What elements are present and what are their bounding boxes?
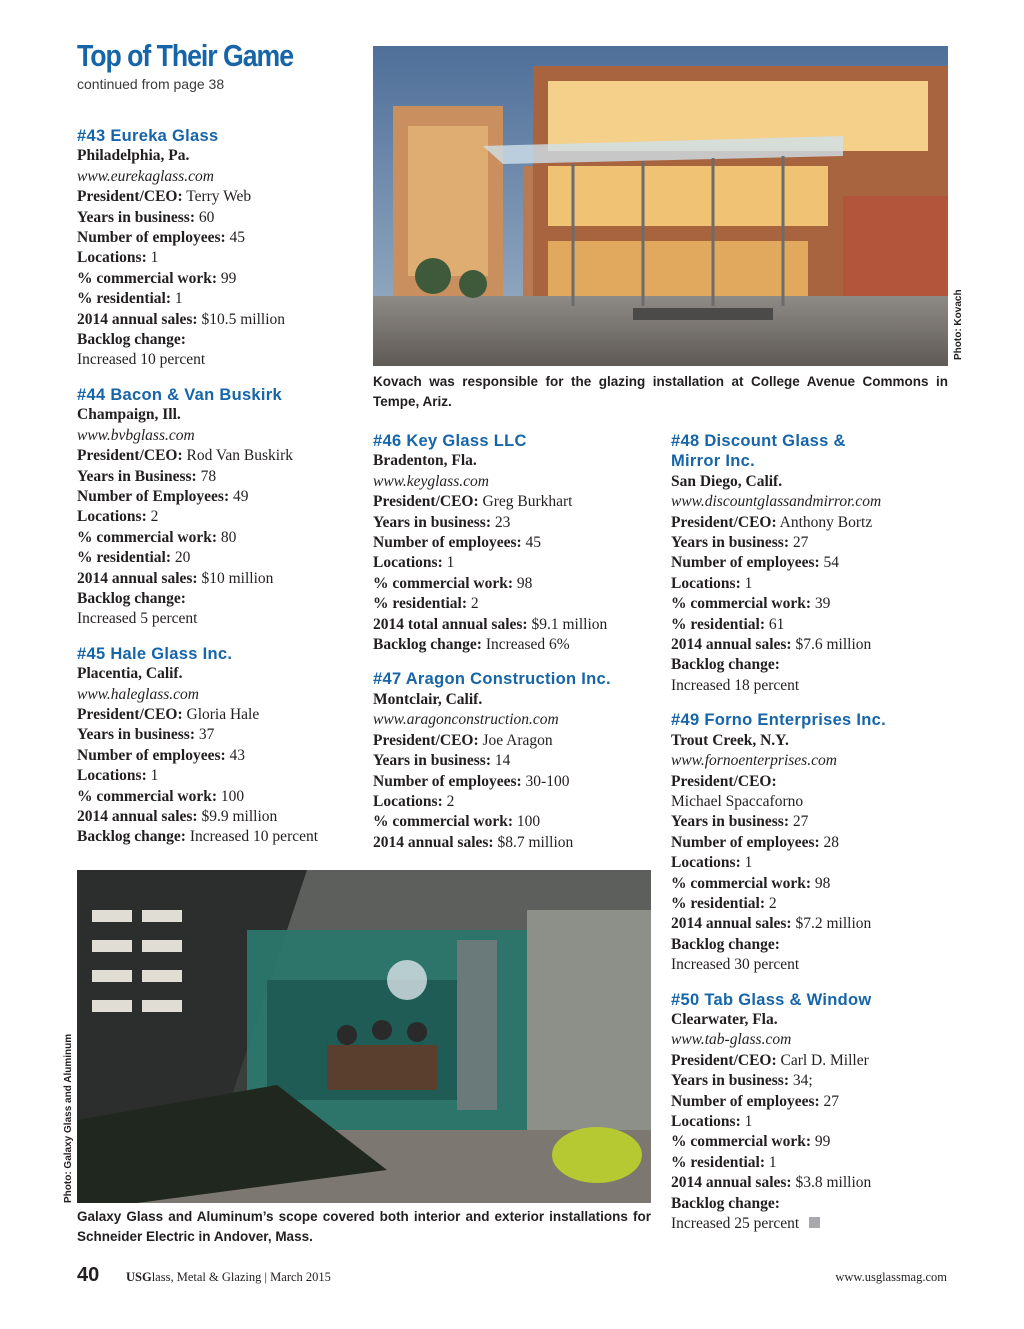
company-entry [373,669,663,853]
bottom-photo-credit: Photo: Galaxy Glass and Aluminum [63,1033,74,1203]
field-row: Backlog change: [77,589,186,607]
field-row: % commercial work: 98 [373,574,533,592]
field-row: Increased 30 percent [671,956,800,974]
field-row: % commercial work: 99 [671,1133,831,1151]
field-row: Increased 18 percent [671,676,800,694]
company-heading: #49 Forno Enterprises Inc. [671,711,887,730]
field-row: Years in business: 60 [77,208,215,226]
field-row: Locations: 2 [373,792,455,810]
field-row: Locations: 1 [77,767,159,785]
field-row: Number of employees: 28 [671,833,840,851]
column-middle [373,431,663,853]
field-row: Increased 5 percent [77,610,198,628]
field-row: % commercial work: 98 [671,874,831,892]
field-row: Number of employees: 54 [671,554,840,572]
field-row: % residential: 61 [671,615,785,633]
company-entry [671,431,951,696]
company-heading: #43 Eureka Glass [77,127,219,145]
field-row: % commercial work: 100 [77,787,245,805]
field-row: Locations: 1 [671,574,753,592]
field-row: % residential: 1 [671,1153,777,1171]
field-row: President/CEO: Rod Van Buskirk [77,447,294,465]
interior-photo-illustration [77,870,651,1203]
magazine-website: www.usglassmag.com [835,1270,947,1284]
top-photo-credit: Photo: Kovach [953,289,964,360]
company-website: www.fornoenterprises.com [671,752,837,770]
field-row: Backlog change: [671,935,780,953]
company-location: Champaign, Ill. [77,406,181,424]
field-row: Increased 25 percent [671,1214,951,1234]
field-row: President/CEO: Gloria Hale [77,705,260,723]
company-heading: #45 Hale Glass Inc. [77,644,233,663]
field-row: President/CEO: Greg Burkhart [373,493,573,511]
field-row: 2014 annual sales: $9.9 million [77,808,278,825]
company-location: Montclair, Calif. [373,690,483,708]
bottom-photo [77,870,651,1203]
field-row: 2014 annual sales: $3.8 million [671,1174,872,1192]
company-entry [373,431,663,655]
field-row: % residential: 20 [77,549,191,567]
field-row: Number of employees: 27 [671,1092,840,1110]
top-photo [373,46,948,366]
field-row: Locations: 1 [373,554,455,572]
field-row: Locations: 1 [671,854,753,872]
company-location: Philadelphia, Pa. [77,147,190,165]
company-heading: #44 Bacon & Van Buskirk [77,385,282,404]
field-row: Backlog change: [77,331,186,349]
company-heading: #48 Discount Glass & Mirror Inc. [671,432,846,471]
field-row: Locations: 2 [77,508,159,526]
column-left [77,126,367,848]
company-location: Trout Creek, N.Y. [671,731,789,749]
company-heading: #50 Tab Glass & Window [671,990,872,1009]
field-row: Backlog change: Increased 6% [373,636,570,654]
bottom-photo-caption: Galaxy Glass and Aluminum’s scope covered both interior and exterior installations for Schneider Electric in Andover, Mass. [77,1209,651,1244]
page-number: 40 [77,1264,100,1286]
field-row: Years in business: 27 [671,813,809,831]
field-row: Locations: 1 [671,1113,753,1130]
company-website: www.haleglass.com [77,685,199,703]
company-website: www.discountglassandmirror.com [671,493,882,511]
field-row: Years in business: 14 [373,752,511,770]
field-row: President/CEO: Carl D. Miller [671,1051,869,1069]
field-row: Number of Employees: 49 [77,487,249,505]
company-heading: #46 Key Glass LLC [373,432,527,450]
field-row: 2014 total annual sales: $9.1 million [373,615,608,633]
field-row: Number of employees: 45 [77,229,246,247]
company-heading: #47 Aragon Construction Inc. [373,670,611,689]
field-row: % commercial work: 99 [77,269,237,287]
field-row: % commercial work: 80 [77,528,237,546]
field-row: Backlog change: [671,656,780,674]
field-row: Increased 10 percent [77,351,206,369]
end-mark-icon [809,1217,820,1228]
field-row: President/CEO: [671,772,777,790]
field-row: Number of employees: 43 [77,746,246,764]
company-entry [671,710,951,975]
field-row: Years in business: 27 [671,534,809,552]
company-location: Bradenton, Fla. [373,452,477,470]
field-row: % residential: 2 [671,894,777,912]
field-row: % commercial work: 100 [373,813,541,831]
field-row: Number of employees: 30-100 [373,772,570,790]
magazine-issue: USGlass, Metal & Glazing | March 2015 [126,1270,331,1284]
field-row: President/CEO: Joe Aragon [373,731,553,749]
field-row: Number of employees: 45 [373,534,542,552]
field-row: Locations: 1 [77,249,159,267]
company-entry [77,644,367,848]
field-row: Michael Spaccaforno [671,792,804,810]
page-title: Top of Their Game [77,38,293,73]
column-right [671,431,951,1234]
company-website: www.aragonconstruction.com [373,711,559,729]
field-row: Years in business: 34; [671,1072,813,1090]
field-row: Backlog change: [671,1194,780,1212]
company-website: www.bvbglass.com [77,426,195,444]
company-location: Clearwater, Fla. [671,1010,778,1028]
building-photo-illustration [373,46,948,366]
field-row: President/CEO: Anthony Bortz [671,513,873,531]
field-row: Years in business: 23 [373,513,511,531]
field-row: Years in Business: 78 [77,467,217,485]
field-row: 2014 annual sales: $7.2 million [671,915,872,933]
company-location: San Diego, Calif. [671,472,783,490]
field-row: President/CEO: Terry Web [77,188,252,206]
field-row: 2014 annual sales: $7.6 million [671,636,872,654]
company-website: www.tab-glass.com [671,1031,792,1049]
company-entry [77,385,367,630]
top-photo-caption: Kovach was responsible for the glazing installation at College Avenue Commons in Tempe, Ariz. [373,374,948,409]
field-row: % commercial work: 39 [671,595,831,613]
company-entry [671,990,951,1235]
company-website: www.eurekaglass.com [77,167,214,185]
field-row: 2014 annual sales: $10 million [77,569,274,587]
field-row: % residential: 2 [373,595,479,613]
field-row: Years in business: 37 [77,726,215,744]
company-location: Placentia, Calif. [77,665,183,683]
field-row: Backlog change: Increased 10 percent [77,828,319,846]
continued-note: continued from page 38 [77,76,225,92]
company-website: www.keyglass.com [373,472,489,490]
field-row: 2014 annual sales: $8.7 million [373,833,574,851]
company-entry [77,126,367,371]
field-row: 2014 annual sales: $10.5 million [77,310,286,328]
field-row: % residential: 1 [77,290,183,308]
